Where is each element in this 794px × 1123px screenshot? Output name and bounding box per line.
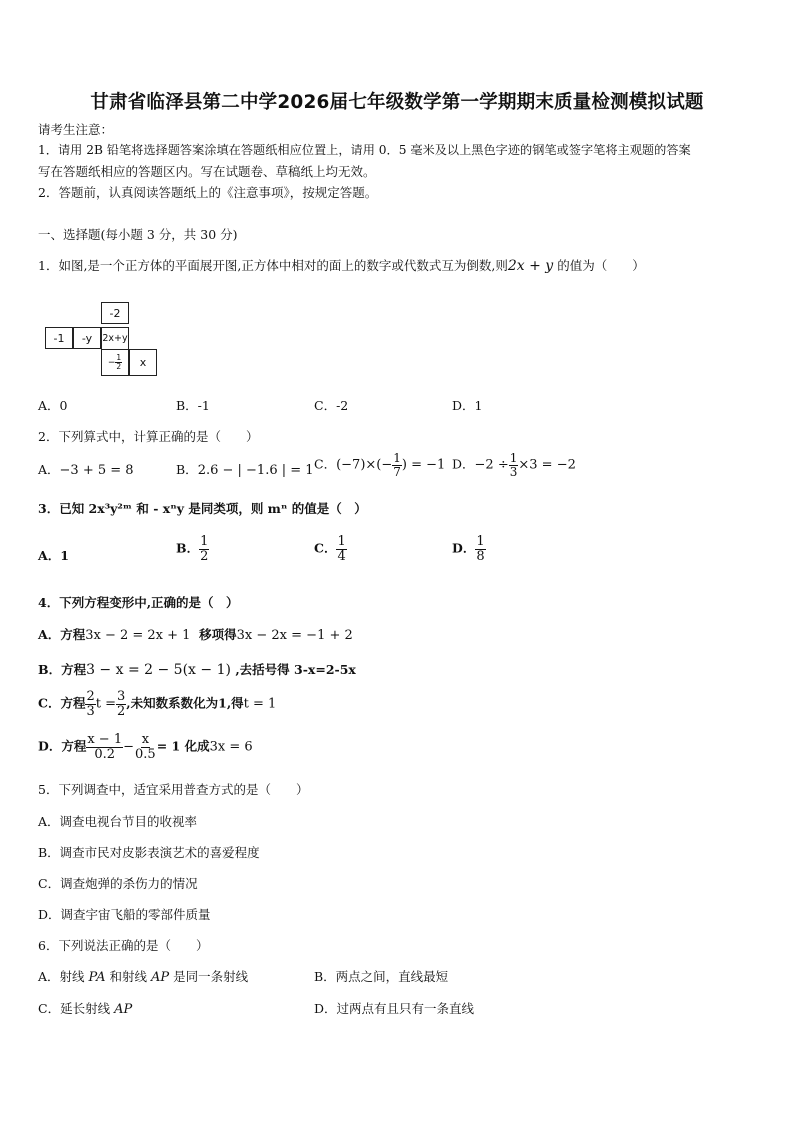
q6-stem: 6．下列说法正确的是（ ） — [38, 938, 209, 953]
net-face-left2: -y — [73, 327, 101, 349]
q3-option-a[interactable]: A．1 — [38, 548, 69, 563]
q1-option-a[interactable]: A．0 — [38, 398, 68, 413]
q6-option-c[interactable]: C．延长射线 AP — [38, 1001, 133, 1017]
q2-option-c[interactable]: C．(−7)×(− $\frac{1}{7}$ ) = −1 — [314, 451, 446, 479]
notice-line-2: 2．答题前，认真阅读答题纸上的《注意事项》，按规定答题。 — [38, 185, 378, 200]
q1-stem — [38, 256, 645, 274]
q5-option-c[interactable]: C．调查炮弹的杀伤力的情况 — [38, 876, 198, 891]
section-heading: 一、选择题(每小题 3 分，共 30 分) — [38, 227, 238, 242]
net-face-bottom: − $\frac{1}{2}$ — [101, 349, 129, 376]
net-face-center: 2x+y — [101, 327, 129, 349]
q2-stem: 2．下列算式中，计算正确的是（ ） — [38, 429, 259, 444]
q1-option-c[interactable]: C．-2 — [314, 398, 349, 413]
q3-option-d[interactable]: D． $\frac{1}{8}$ — [452, 534, 485, 564]
net-face-left1: -1 — [45, 327, 73, 349]
q3-stem: 3．已知 2x³y²ᵐ 和 - xⁿy 是同类项，则 mⁿ 的值是（ ） — [38, 501, 367, 516]
q6-option-b[interactable]: B．两点之间，直线最短 — [314, 969, 449, 984]
q4-option-b[interactable]: B．方程3 − x = 2 − 5(x − 1) ,去括号得 3-x=2-5x — [38, 662, 356, 678]
notice-heading: 请考生注意： — [38, 122, 114, 137]
q5-option-a[interactable]: A．调查电视台节目的收视率 — [38, 814, 198, 829]
q1-option-b[interactable]: B．-1 — [176, 398, 210, 413]
notice-line-1b: 写在答题纸相应的答题区内。写在试题卷、草稿纸上均无效。 — [38, 164, 376, 179]
q4-option-a[interactable]: A．方程3x − 2 = 2x + 1 移项得3x − 2x = −1 + 2 — [38, 627, 353, 643]
page-title: 甘肃省临泽县第二中学2026届七年级数学第一学期期末质量检测模拟试题 — [90, 92, 704, 113]
net-face-top: -2 — [101, 302, 129, 324]
q3-option-b[interactable]: B． $\frac{1}{2}$ — [176, 534, 209, 564]
q2-option-b[interactable]: B．2.6 − | −1.6 | = 1 — [176, 462, 314, 478]
q6-option-a[interactable]: A．射线 PA 和射线 AP 是同一条射线 — [38, 969, 249, 985]
q2-option-a[interactable]: A．−3 + 5 = 8 — [38, 462, 134, 478]
q5-stem: 5．下列调查中，适宜采用普查方式的是（ ） — [38, 782, 309, 797]
q1-stem-text: 1．如图,是一个正方体的平面展开图,正方体中相对的面上的数字或代数式互为倒数,则 — [38, 258, 508, 273]
q6-option-d[interactable]: D．过两点有且只有一条直线 — [314, 1001, 475, 1016]
q5-option-d[interactable]: D．调查宇宙飞船的零部件质量 — [38, 907, 211, 922]
q4-option-c[interactable]: C．方程 $\frac{2}{3}$ t = $\frac{3}{2}$ ,未知数系数化为1,得t = 1 — [38, 689, 277, 719]
q3-option-c[interactable]: C． $\frac{1}{4}$ — [314, 534, 346, 564]
q4-stem: 4．下列方程变形中,正确的是（ ） — [38, 595, 239, 610]
q2-option-d[interactable]: D．−2 ÷ $\frac{1}{3}$ ×3 = −2 — [452, 451, 576, 479]
notice-line-1a: 1．请用 2B 铅笔将选择题答案涂填在答题纸相应位置上，请用 0．5 毫米及以上黑色字迹的钢笔或签字笔将主观题的答案 — [38, 143, 691, 157]
q4-option-d[interactable]: D．方程 $\frac{x - 1}{0.2}$ − $\frac{x}{0.5}$ = 1 化成3x = 6 — [38, 732, 253, 762]
q1-stem-tail: 的值为（ ） — [557, 258, 645, 273]
q5-option-b[interactable]: B．调查市民对皮影表演艺术的喜爱程度 — [38, 845, 260, 860]
q1-expression: 2x + y — [507, 258, 554, 274]
net-face-right: x — [129, 349, 157, 376]
cube-net — [43, 302, 163, 377]
q1-option-d[interactable]: D．1 — [452, 398, 483, 413]
